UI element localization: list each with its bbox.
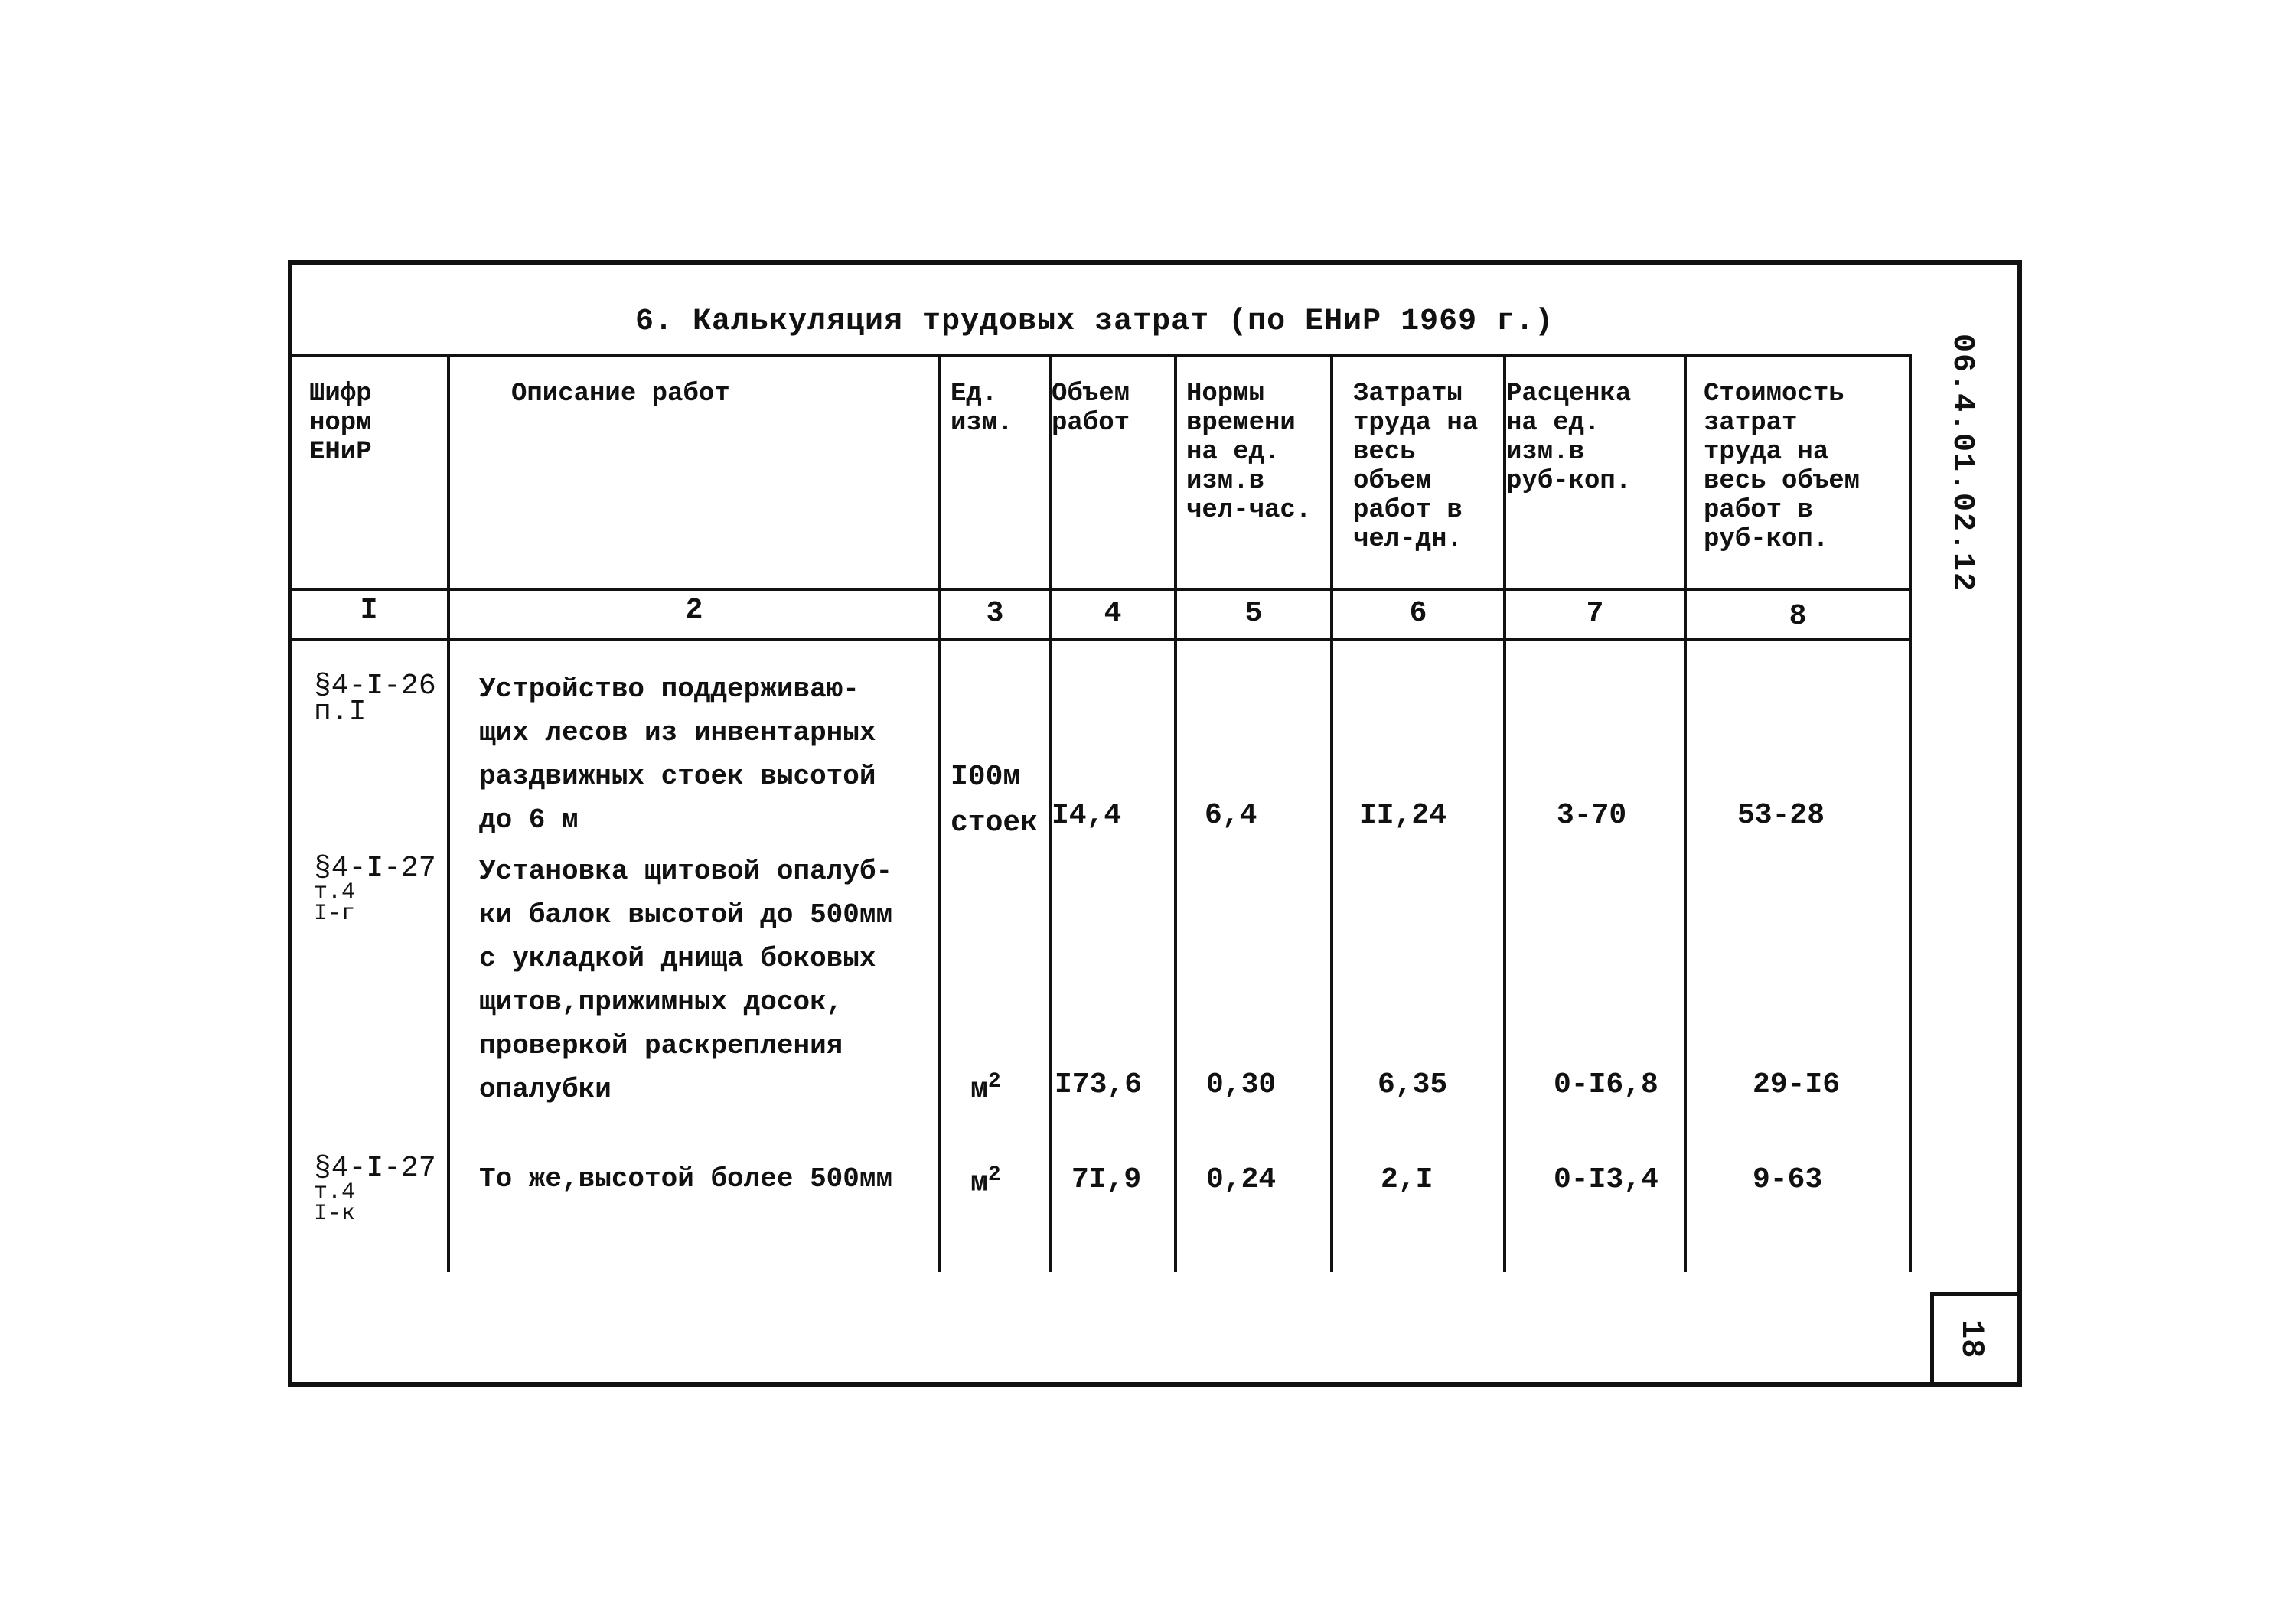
row3-code: §4-I-27 т.4 I-к (314, 1152, 436, 1227)
row2-description: Установка щитовой опалуб- ки балок высотой до 500мм с укладкой днища боковых щитов,прижимных досок, проверкой раскрепления опалубки (479, 856, 893, 1105)
row1-unit: I00м стоек (951, 761, 1039, 840)
document-number: 06.4.01.02.12 (1945, 334, 1979, 593)
header-top-rule (288, 354, 1910, 357)
colnum-4: 4 (1104, 597, 1122, 630)
header-unit: Ед. изм. (951, 380, 1013, 438)
col-rule-2 (938, 354, 941, 1272)
col-rule-4 (1174, 354, 1177, 1272)
row3-labor: 2,I (1381, 1163, 1433, 1196)
col-rule-1 (447, 354, 450, 1272)
row3-volume: 7I,9 (1071, 1163, 1142, 1196)
table-title: 6. Калькуляция трудовых затрат (по ЕНиР 1969 г.) (635, 305, 1554, 339)
row2-labor: 6,35 (1378, 1068, 1448, 1101)
header-norm: Нормы времени на ед. изм.в чел-час. (1186, 380, 1312, 525)
colnum-6: 6 (1409, 597, 1427, 630)
row1-cost: 53-28 (1737, 799, 1825, 832)
page-number: 18 (1953, 1319, 1990, 1358)
row2-unit: $м^2$ (970, 1070, 1001, 1107)
row1-description: Устройство поддерживаю- щих лесов из инвентарных раздвижных стоек высотой до 6 м (479, 673, 876, 836)
row3-description: То же,высотой более 500мм (479, 1163, 893, 1195)
header-description: Описание работ (511, 380, 730, 409)
header-volume: Объем работ (1052, 380, 1130, 438)
row1-volume: I4,4 (1052, 799, 1122, 832)
row2-rate: 0-I6,8 (1554, 1068, 1658, 1101)
row1-rate: 3-70 (1557, 799, 1627, 832)
header-cost: Стоимость затрат труда на весь объем работ в руб-коп. (1704, 380, 1861, 554)
row3-unit: $м^2$ (970, 1163, 1001, 1200)
colnum-3: 3 (986, 597, 1004, 630)
colnum-7: 7 (1586, 597, 1604, 630)
header-rate: Расценка на ед. изм.в руб-коп. (1506, 380, 1632, 496)
row2-code: §4-I-27 т.4 I-г (314, 852, 436, 927)
col-rule-5 (1330, 354, 1333, 1272)
row1-code: §4-I-26 п.I (314, 670, 436, 729)
colnum-5: 5 (1244, 597, 1263, 630)
colnum-8: 8 (1789, 600, 1807, 633)
col-rule-8 (1909, 354, 1912, 1272)
row2-norm: 0,30 (1206, 1068, 1277, 1101)
row2-cost: 29-I6 (1753, 1068, 1841, 1101)
row1-norm: 6,4 (1205, 799, 1257, 832)
header-labor: Затраты труда на весь объем работ в чел-дн. (1353, 380, 1479, 554)
row3-cost: 9-63 (1753, 1163, 1823, 1196)
colnum-1: I (360, 594, 378, 627)
row1-labor: II,24 (1359, 799, 1447, 832)
header-code: Шифр норм ЕНиР (309, 380, 372, 467)
row3-rate: 0-I3,4 (1554, 1163, 1658, 1196)
row2-volume: I73,6 (1055, 1068, 1143, 1101)
colnum-2: 2 (685, 594, 703, 627)
col-rule-7 (1684, 354, 1687, 1272)
row3-norm: 0,24 (1206, 1163, 1277, 1196)
colnum-bottom-rule (288, 638, 1910, 641)
header-bottom-rule (288, 588, 1910, 591)
